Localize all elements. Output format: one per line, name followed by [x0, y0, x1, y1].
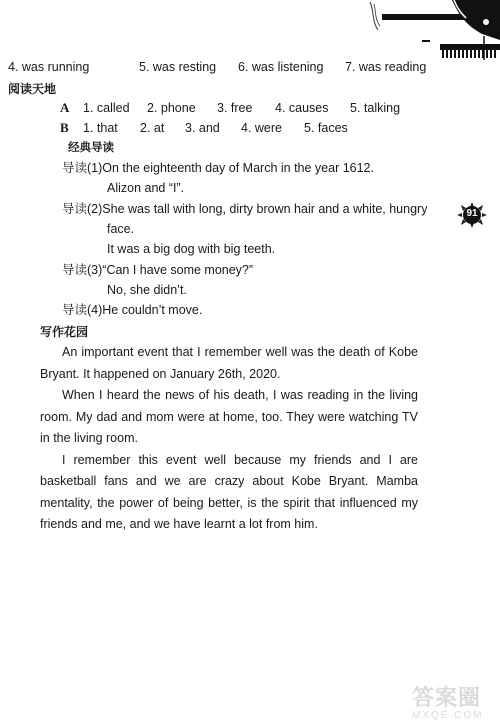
- answer-item: 2. phone: [147, 101, 196, 115]
- guide-label: 导读(1): [62, 161, 103, 175]
- guide-text: She was tall with long, dirty brown hair and a white, hungry: [102, 202, 428, 216]
- answer-item: 7. was reading: [345, 60, 427, 74]
- guide-2-line-1: [62, 201, 427, 217]
- guide-text: “Can I have some money?”: [102, 263, 254, 277]
- header-decoration: [356, 0, 500, 60]
- page-number-badge: [457, 202, 487, 228]
- answer-item: 1. called: [83, 101, 130, 115]
- answer-item: 3. and: [185, 121, 220, 135]
- watermark-text: 答案圈: [412, 685, 482, 710]
- page-number: 91: [466, 208, 478, 219]
- answer-item: 2. at: [140, 121, 165, 135]
- section-reading-heading: 阅读天地: [8, 82, 57, 96]
- writing-paragraph: I remember this event well because my friends and I are basketball fans and we are crazy about Kobe Bryant. Mamba mentality, the power of being better, is the spirit that influenced my friends and me, and we have learnt a lot from him.: [40, 452, 418, 531]
- section-classic-heading: 经典导读: [68, 142, 114, 154]
- watermark-url: MXQE.COM: [412, 710, 484, 721]
- watermark: [412, 686, 498, 722]
- writing-paragraph: An important event that I remember well was the death of Kobe Bryant. It happened on January 26th, 2020.: [40, 345, 418, 381]
- section-writing-heading: 写作花园: [40, 325, 89, 339]
- guide-2-line-3: It was a big dog with big teeth.: [107, 242, 276, 256]
- answer-item: 4. were: [241, 121, 282, 135]
- reading-b-label: B: [60, 120, 69, 135]
- guide-text: On the eighteenth day of March in the year 1612.: [102, 161, 374, 175]
- guide-3-line-2: No, she didn’t.: [107, 283, 187, 297]
- answer-item: 4. was running: [8, 60, 90, 74]
- answer-item: 4. causes: [275, 101, 329, 115]
- guide-1-line-1: [62, 160, 374, 176]
- guide-label: 导读(3): [62, 263, 103, 277]
- writing-paragraph: When I heard the news of his death, I was reading in the living room. My dad and mom were at home, too. They were watching TV in the living room.: [40, 388, 418, 445]
- answer-item: 5. talking: [350, 101, 401, 115]
- answer-item: 5. was resting: [139, 60, 217, 74]
- guide-4-line-1: [62, 302, 202, 318]
- reading-a-label: A: [60, 100, 70, 115]
- answer-item: 5. faces: [304, 121, 348, 135]
- guide-label: 导读(4): [62, 303, 103, 317]
- answer-item: 1. that: [83, 121, 118, 135]
- guide-3-line-1: [62, 262, 253, 278]
- guide-text: He couldn’t move.: [102, 303, 203, 317]
- guide-1-line-2: Alizon and “I”.: [107, 181, 185, 195]
- guide-2-line-2: face.: [107, 222, 135, 236]
- answer-item: 6. was listening: [238, 60, 324, 74]
- answer-item: 3. free: [217, 101, 253, 115]
- guide-label: 导读(2): [62, 202, 103, 216]
- writing-passage: [40, 342, 418, 536]
